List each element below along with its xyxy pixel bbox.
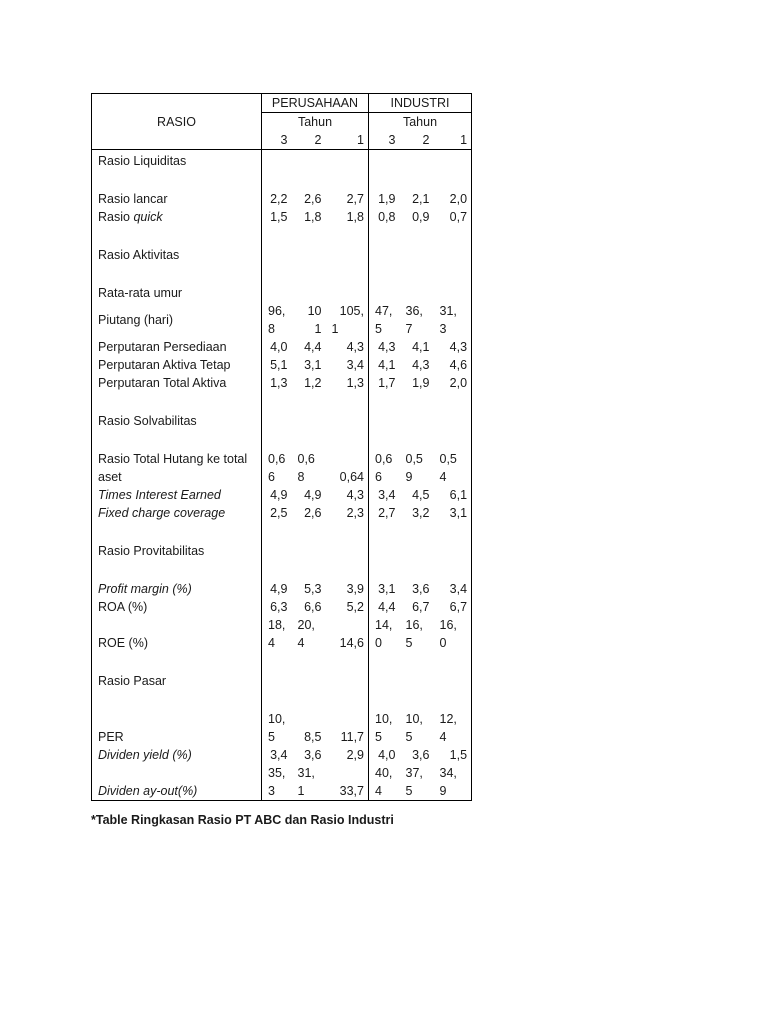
spacer-row: [92, 392, 472, 412]
cell: 0,5: [434, 450, 472, 468]
table-row: [92, 782, 472, 801]
section-solvabilitas: Rasio Solvabilitas: [92, 412, 262, 430]
cell: 16,: [405, 617, 423, 632]
year-i3: 3: [369, 131, 400, 150]
cell: 0,6: [297, 451, 315, 466]
cell: 9: [405, 469, 413, 484]
cell: 4,9: [270, 581, 288, 596]
row-label-part: Rasio: [98, 209, 134, 224]
table-row: [92, 580, 472, 598]
row-label: Rasio Total Hutang ke total: [92, 450, 262, 468]
cell: 3,4: [326, 356, 369, 374]
cell: 5,2: [326, 598, 369, 616]
cell: 4: [268, 635, 275, 650]
cell: [326, 764, 369, 782]
row-label: Fixed charge coverage: [92, 504, 262, 522]
cell: 12,: [434, 710, 472, 728]
row-label: Perputaran Aktiva Tetap: [92, 356, 262, 374]
cell: 4,4: [304, 339, 322, 354]
cell: 0: [375, 635, 382, 650]
cell: 5: [375, 321, 382, 336]
row-label: Dividen ay-out(%): [92, 782, 262, 801]
row-label: aset: [92, 468, 262, 486]
year-i2: 2: [400, 131, 434, 150]
cell: 5: [405, 729, 413, 744]
table-row: [92, 338, 472, 356]
cell: 3,2: [412, 505, 430, 520]
cell: 5: [400, 782, 434, 801]
section-liquiditas: Rasio Liquiditas: [92, 150, 262, 170]
cell: 0,6: [375, 451, 393, 466]
section-row: [92, 150, 472, 170]
row-label: Perputaran Total Aktiva: [92, 374, 262, 392]
table-row: [92, 598, 472, 616]
cell: 2,7: [326, 190, 369, 208]
cell: 3,9: [326, 580, 369, 598]
cell: 4,4: [378, 599, 396, 614]
cell: 2,2: [270, 191, 288, 206]
section-aktivitas: Rasio Aktivitas: [92, 246, 262, 264]
cell: 6: [375, 469, 382, 484]
table-row: [92, 710, 472, 728]
spacer-row: [92, 226, 472, 246]
cell: 3: [434, 320, 472, 338]
cell: 4,0: [378, 747, 396, 762]
cell: 5: [405, 635, 413, 650]
cell: 3,4: [378, 487, 396, 502]
cell: 3: [262, 782, 292, 801]
row-label: [92, 208, 262, 226]
cell: 2,1: [412, 191, 430, 206]
cell: 96,: [268, 303, 286, 318]
cell: 11,7: [326, 728, 369, 746]
cell: 2,9: [326, 746, 369, 764]
cell: 8,5: [304, 729, 322, 744]
table-row: [92, 504, 472, 522]
cell: 4,3: [378, 339, 396, 354]
cell: 4,3: [434, 338, 472, 356]
spacer-row: [92, 690, 472, 710]
table-row: [92, 302, 472, 320]
cell: 14,: [375, 617, 393, 632]
cell: 40,: [375, 765, 393, 780]
cell: [326, 710, 369, 728]
ratio-summary-table: [91, 93, 472, 801]
cell: 5: [268, 729, 275, 744]
section-row: [92, 672, 472, 690]
table-caption: *Table Ringkasan Rasio PT ABC dan Rasio Industri: [91, 813, 394, 827]
cell: 20,: [297, 617, 315, 632]
tahun-perusahaan: Tahun: [262, 113, 369, 132]
cell: 1,9: [378, 191, 396, 206]
cell: 8: [268, 321, 275, 336]
table-row: [92, 450, 472, 468]
cell: 4,1: [378, 357, 396, 372]
cell: 2,3: [326, 504, 369, 522]
table-row: [92, 356, 472, 374]
cell: 7: [405, 321, 413, 336]
cell: 10: [307, 303, 322, 318]
table-row: [92, 284, 472, 302]
spacer-row: [92, 170, 472, 190]
cell: 6,7: [412, 599, 430, 614]
cell: 2,6: [304, 191, 322, 206]
cell: 1,5: [270, 209, 288, 224]
section-pasar: Rasio Pasar: [92, 672, 262, 690]
cell: 3,1: [434, 504, 472, 522]
row-label-part: quick: [133, 209, 163, 224]
cell: 8: [297, 469, 305, 484]
cell: 1,7: [378, 375, 396, 390]
tahun-industri: Tahun: [369, 113, 472, 132]
cell: 10,: [268, 711, 286, 726]
section-row: [92, 542, 472, 560]
spacer-row: [92, 560, 472, 580]
spacer-row: [92, 430, 472, 450]
cell: 5,1: [270, 357, 288, 372]
cell: 105,: [326, 302, 369, 320]
cell: 18,: [268, 617, 286, 632]
cell: 1,2: [304, 375, 322, 390]
cell: [326, 450, 369, 468]
cell: 0,7: [434, 208, 472, 226]
cell: 6,7: [434, 598, 472, 616]
cell: 0,8: [378, 209, 396, 224]
table-row: [92, 374, 472, 392]
cell: 3,4: [434, 580, 472, 598]
cell: 1,9: [412, 375, 430, 390]
cell: 3,1: [304, 357, 322, 372]
row-label: Dividen yield (%): [92, 746, 262, 764]
cell: 5: [375, 729, 382, 744]
cell: 1,3: [270, 375, 288, 390]
cell: 3,1: [378, 581, 396, 596]
rasio-header: RASIO: [157, 114, 196, 129]
cell: 4,3: [326, 486, 369, 504]
table-row: [92, 208, 472, 226]
cell: 10,: [375, 711, 393, 726]
table-row: [92, 616, 472, 634]
cell: [326, 616, 369, 634]
cell: 1,3: [326, 374, 369, 392]
cell: 1: [292, 782, 326, 801]
cell: 35,: [268, 765, 286, 780]
year-i1: 1: [434, 131, 472, 150]
industri-header: INDUSTRI: [369, 94, 472, 113]
cell: 5,3: [304, 581, 322, 596]
cell: 0,6: [268, 451, 286, 466]
cell: 47,: [375, 303, 393, 318]
cell: 0,5: [405, 451, 423, 466]
cell: 0: [434, 634, 472, 652]
row-label: ROA (%): [92, 598, 262, 616]
cell: 9: [434, 782, 472, 801]
cell: 33,7: [326, 782, 369, 801]
cell: 1: [326, 320, 369, 338]
cell: 4,3: [326, 338, 369, 356]
table-row: [92, 728, 472, 746]
row-label: Perputaran Persediaan: [92, 338, 262, 356]
cell: 1: [314, 321, 322, 336]
cell: 1,8: [326, 208, 369, 226]
row-label: ROE (%): [92, 634, 262, 652]
row-label: Profit margin (%): [92, 580, 262, 598]
section-row: [92, 246, 472, 264]
cell: 31,: [434, 302, 472, 320]
cell: 6,1: [434, 486, 472, 504]
cell: 34,: [434, 764, 472, 782]
table-row: [92, 634, 472, 652]
cell: [292, 710, 326, 728]
row-label: Times Interest Earned: [92, 486, 262, 504]
table-row: [92, 746, 472, 764]
year-p1: 1: [326, 131, 369, 150]
table-row: [92, 764, 472, 782]
table-row: [92, 486, 472, 504]
cell: 36,: [405, 303, 423, 318]
perusahaan-header: PERUSAHAAN: [262, 94, 369, 113]
cell: 1,5: [434, 746, 472, 764]
table-row: [92, 468, 472, 486]
cell: 4: [434, 728, 472, 746]
spacer-row: [92, 522, 472, 542]
cell: 14,6: [326, 634, 369, 652]
cell: 0,64: [326, 468, 369, 486]
header-row-1: [92, 94, 472, 113]
cell: 2,6: [304, 505, 322, 520]
cell: 6,6: [304, 599, 322, 614]
cell: 3,6: [304, 747, 322, 762]
year-p2: 2: [292, 131, 326, 150]
cell: 6,3: [270, 599, 288, 614]
cell: 1,8: [304, 209, 322, 224]
cell: 0,9: [412, 209, 430, 224]
row-label: Rata-rata umur: [92, 284, 262, 302]
cell: 4: [369, 782, 400, 801]
cell: 31,: [297, 765, 315, 780]
cell: 4,9: [304, 487, 322, 502]
row-label: Rasio lancar: [92, 190, 262, 208]
row-label: Piutang (hari): [92, 302, 262, 338]
cell: 4,6: [434, 356, 472, 374]
cell: 37,: [405, 765, 423, 780]
section-provitabilitas: Rasio Provitabilitas: [92, 542, 262, 560]
cell: 4: [297, 635, 305, 650]
cell: 4,3: [412, 357, 430, 372]
cell: 3,6: [412, 581, 430, 596]
cell: 3,4: [270, 747, 288, 762]
cell: 4,9: [270, 487, 288, 502]
cell: 6: [268, 469, 275, 484]
row-label: PER: [92, 728, 262, 746]
cell: 4,5: [412, 487, 430, 502]
cell: 2,7: [378, 505, 396, 520]
cell: 2,0: [434, 374, 472, 392]
cell: 3,6: [412, 747, 430, 762]
cell: 4,0: [270, 339, 288, 354]
spacer-row: [92, 652, 472, 672]
section-row: [92, 412, 472, 430]
spacer-row: [92, 264, 472, 284]
cell: 16,: [434, 616, 472, 634]
table-row: [92, 190, 472, 208]
year-p3: 3: [262, 131, 292, 150]
cell: 2,5: [270, 505, 288, 520]
cell: 10,: [405, 711, 423, 726]
cell: 4,1: [412, 339, 430, 354]
cell: 4: [434, 468, 472, 486]
cell: 2,0: [434, 190, 472, 208]
